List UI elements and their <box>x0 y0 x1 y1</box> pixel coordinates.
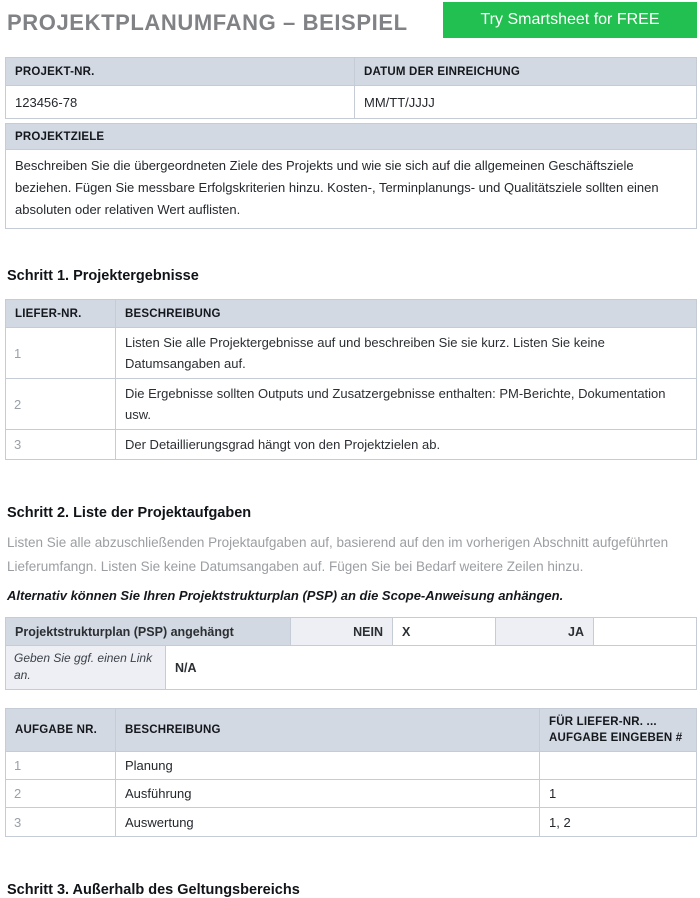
psp-link-row <box>6 646 696 689</box>
deliverable-desc: Die Ergebnisse sollten Outputs und Zusatzergebnisse enthalten: PM-Berichte, Dokumentation usw. <box>125 386 666 422</box>
task-desc: Ausführung <box>116 780 540 807</box>
project-goals-text: Beschreiben Sie die übergeordneten Ziele des Projekts und wie sie sich auf die allgemeinen Geschäftsziele beziehen. Fügen Sie messbare Erfolgskriterien hinzu. Kosten-, Terminplanungs- und Qualitätsziele sollten einen absoluten oder relativen Wert auflisten. <box>15 158 659 217</box>
step2-instructions: Listen Sie alle abzuschließenden Projektaufgaben auf, basierend auf den im vorherigen Abschnitt aufgeführten Lieferumfangn. Listen Sie keine Datumsangaben auf. Fügen Sie bei Bedarf weitere Zeilen hinzu. <box>7 535 669 574</box>
task-ref <box>540 752 696 779</box>
project-nr-value: 123456-78 <box>6 86 355 118</box>
table-row <box>6 780 696 808</box>
project-nr-header: PROJEKT-NR. <box>6 58 355 85</box>
task-ref: 1 <box>549 786 557 801</box>
psp-note: Alternativ können Sie Ihren Projektstrukturplan (PSP) an die Scope-Anweisung anhängen. <box>7 588 564 603</box>
submission-date-header: DATUM DER EINREICHUNG <box>355 58 696 85</box>
task-ref-header-line2: AUFGABE EINGEBEN # <box>549 732 683 744</box>
deliverables-header-row <box>6 300 696 328</box>
project-info-value-row <box>6 86 696 118</box>
task-nr: 2 <box>6 780 116 807</box>
task-nr: 1 <box>6 752 116 779</box>
task-desc: Planung <box>116 752 540 779</box>
deliverables-table <box>5 299 697 460</box>
page-title: PROJEKTPLANUMFANG – BEISPIEL <box>7 10 408 35</box>
deliverable-desc: Der Detaillierungsgrad hängt von den Projektzielen ab. <box>125 437 441 452</box>
tasks-header-row <box>6 709 696 752</box>
task-nr-header: AUFGABE NR. <box>6 709 116 751</box>
project-goals-header-row <box>6 124 696 150</box>
psp-table <box>5 617 697 690</box>
task-ref: 1, 2 <box>549 814 571 830</box>
psp-attached-label: Projektstrukturplan (PSP) angehängt <box>6 618 291 645</box>
project-goals-header: PROJEKTZIELE <box>6 124 696 149</box>
psp-link-value: N/A <box>175 660 197 675</box>
page-header <box>5 0 697 57</box>
task-desc-header: BESCHREIBUNG <box>116 709 540 751</box>
deliverable-nr-header: LIEFER-NR. <box>6 300 116 327</box>
step1-heading: Schritt 1. Projektergebnisse <box>7 268 199 284</box>
project-goals-table <box>5 123 697 229</box>
deliverable-nr: 1 <box>6 328 116 378</box>
psp-yes-value <box>594 618 696 645</box>
deliverable-desc: Listen Sie alle Projektergebnisse auf und beschreiben Sie sie kurz. Listen Sie keine Datumsangaben auf. <box>125 335 605 371</box>
task-ref-header-line1: FÜR LIEFER-NR. ... <box>549 716 657 728</box>
project-info-table <box>5 57 697 119</box>
psp-link-label: Geben Sie ggf. einen Link an. <box>6 646 166 689</box>
task-ref-header <box>540 709 696 751</box>
table-row <box>6 328 696 379</box>
psp-no-value: X <box>393 618 496 645</box>
psp-yes-label: JA <box>496 618 594 645</box>
tasks-table <box>5 708 697 837</box>
task-desc: Auswertung <box>116 808 540 836</box>
try-smartsheet-button[interactable]: Try Smartsheet for FREE <box>443 2 697 38</box>
step3-heading: Schritt 3. Außerhalb des Geltungsbereichs <box>7 882 300 898</box>
deliverable-nr: 3 <box>6 430 116 459</box>
task-nr: 3 <box>6 808 116 836</box>
submission-date-value: MM/TT/JJJJ <box>364 94 435 110</box>
psp-attached-row <box>6 618 696 646</box>
psp-no-label: NEIN <box>291 618 393 645</box>
table-row <box>6 379 696 430</box>
step2-heading: Schritt 2. Liste der Projektaufgaben <box>7 505 252 521</box>
table-row <box>6 752 696 780</box>
table-row <box>6 430 696 459</box>
project-goals-body-row <box>6 150 696 228</box>
deliverable-desc-header: BESCHREIBUNG <box>116 300 696 327</box>
project-info-header-row <box>6 58 696 86</box>
table-row <box>6 808 696 836</box>
deliverable-nr: 2 <box>6 379 116 429</box>
